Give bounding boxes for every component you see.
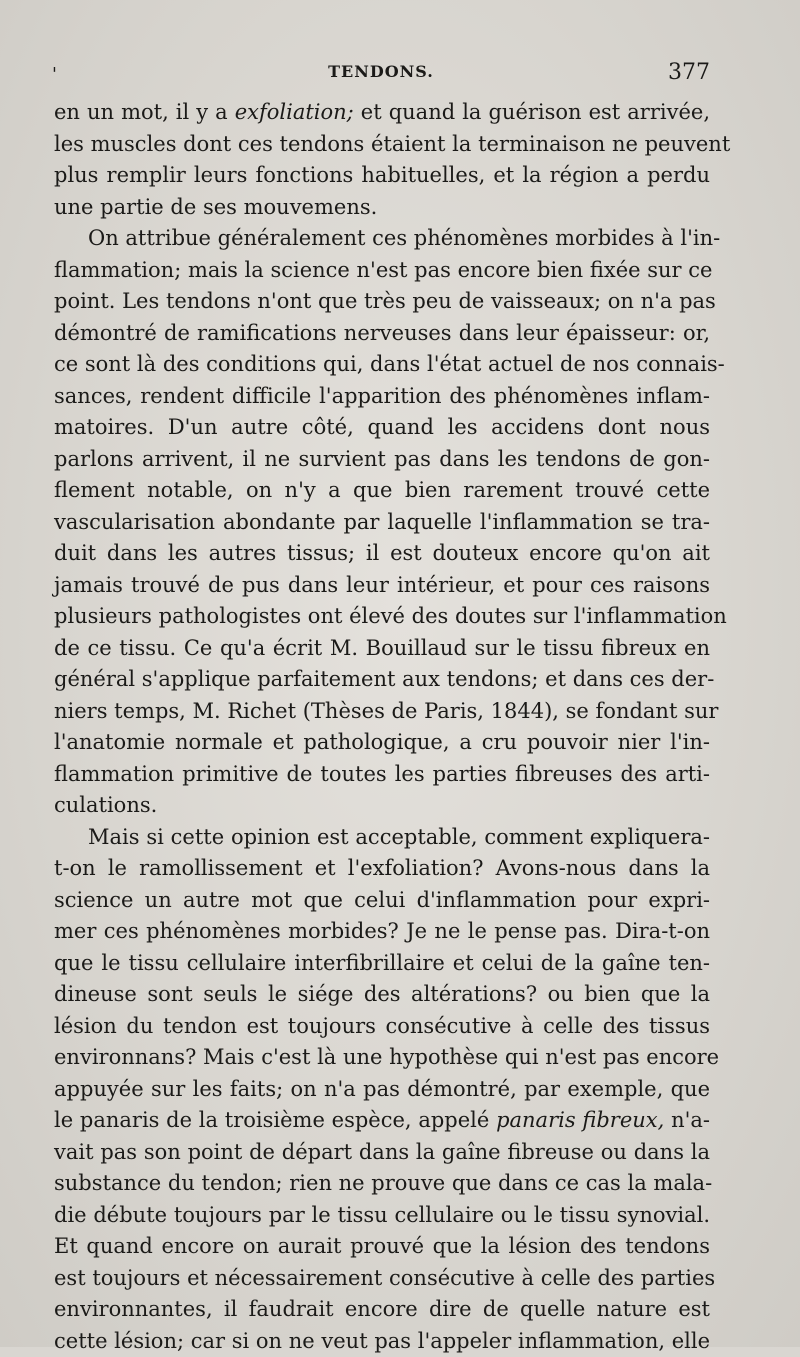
text-line xyxy=(54,633,710,665)
text-line xyxy=(54,790,710,822)
text-line xyxy=(54,696,710,728)
text-run: jamais trouvé de pus dans leur intérieur, et pour ces raisons xyxy=(54,573,710,597)
text-line xyxy=(54,570,710,602)
text-run: mer ces phénomènes morbides? Je ne le pense pas. Dira-t-on xyxy=(54,919,710,943)
text-line xyxy=(54,1294,710,1326)
text-run: est toujours et nécessairement consécutive à celle des parties xyxy=(54,1266,715,1290)
text-run: duit dans les autres tissus; il est douteux encore qu'on ait xyxy=(54,541,710,565)
text-run: dineuse sont seuls le siége des altérations? ou bien que la xyxy=(54,982,710,1006)
text-line xyxy=(54,1263,710,1295)
text-run: cette lésion; car si on ne veut pas l'appeler inflammation, elle xyxy=(54,1329,710,1353)
text-line xyxy=(54,1042,710,1074)
text-run: t-on le ramollissement et l'exfoliation? Avons-nous dans la xyxy=(54,856,710,880)
text-run: Et quand encore on aurait prouvé que la lésion des tendons xyxy=(54,1234,710,1258)
text-run: culations. xyxy=(54,793,157,817)
page-number: 377 xyxy=(668,60,710,85)
text-line xyxy=(54,664,710,696)
text-run: que le tissu cellulaire interfibrillaire et celui de la gaîne ten- xyxy=(54,951,710,975)
text-line xyxy=(54,192,710,224)
text-line xyxy=(54,349,710,381)
text-run: environnantes, il faudrait encore dire de quelle nature est xyxy=(54,1297,710,1321)
text-run: l'anatomie normale et pathologique, a cru pouvoir nier l'in- xyxy=(54,730,710,754)
text-line xyxy=(54,979,710,1011)
text-run: substance du tendon; rien ne prouve que dans ce cas la mala- xyxy=(54,1171,712,1195)
text-run: sances, rendent difficile l'apparition des phénomènes inflam- xyxy=(54,384,710,408)
text-line xyxy=(54,1074,710,1106)
body-text xyxy=(54,97,710,1357)
paragraph xyxy=(54,822,710,1357)
text-line xyxy=(54,853,710,885)
text-line xyxy=(54,1231,710,1263)
text-run: plus remplir leurs fonctions habituelles, et la région a perdu xyxy=(54,163,710,187)
text-run: lésion du tendon est toujours consécutive à celle des tissus xyxy=(54,1014,710,1038)
text-run: science un autre mot que celui d'inflammation pour expri- xyxy=(54,888,710,912)
paragraph xyxy=(54,97,710,223)
text-line xyxy=(54,129,710,161)
running-header xyxy=(52,62,710,88)
text-run: die débute toujours par le tissu cellulaire ou le tissu synovial. xyxy=(54,1203,710,1227)
text-run: parlons arrivent, il ne survient pas dans les tendons de gon- xyxy=(54,447,710,471)
italic-run: exfoliation; xyxy=(235,100,354,124)
text-run: On attribue généralement ces phénomènes morbides à l'in- xyxy=(88,226,720,250)
text-run: vait pas son point de départ dans la gaîne fibreuse ou dans la xyxy=(54,1140,710,1164)
text-line xyxy=(54,916,710,948)
text-run: le panaris de la troisième espèce, appelé xyxy=(54,1108,496,1132)
text-run: point. Les tendons n'ont que très peu de vaisseaux; on n'a pas xyxy=(54,289,716,313)
running-title: TENDONS. xyxy=(52,62,710,81)
text-line xyxy=(54,223,710,255)
text-run: n'a- xyxy=(664,1108,710,1132)
text-line xyxy=(54,1168,710,1200)
text-run: niers temps, M. Richet (Thèses de Paris, 1844), se fondant sur xyxy=(54,699,718,723)
text-line xyxy=(54,601,710,633)
text-run: matoires. D'un autre côté, quand les accidens dont nous xyxy=(54,415,710,439)
text-line xyxy=(54,885,710,917)
text-line xyxy=(54,727,710,759)
text-line xyxy=(54,381,710,413)
text-line xyxy=(54,475,710,507)
text-line xyxy=(54,255,710,287)
text-run: démontré de ramifications nerveuses dans leur épaisseur: or, xyxy=(54,321,710,345)
text-run: de ce tissu. Ce qu'a écrit M. Bouillaud sur le tissu fibreux en xyxy=(54,636,710,660)
margin-mark: ' xyxy=(52,64,57,85)
text-line xyxy=(54,538,710,570)
paragraph xyxy=(54,223,710,822)
text-run: général s'applique parfaitement aux tendons; et dans ces der- xyxy=(54,667,714,691)
text-run: flammation; mais la science n'est pas encore bien fixée sur ce xyxy=(54,258,712,282)
text-line xyxy=(54,759,710,791)
text-line xyxy=(54,160,710,192)
text-line xyxy=(54,1326,710,1357)
text-line xyxy=(54,507,710,539)
text-run: vascularisation abondante par laquelle l'inflammation se tra- xyxy=(54,510,710,534)
text-line xyxy=(54,286,710,318)
text-run: Mais si cette opinion est acceptable, comment expliquera- xyxy=(88,825,710,849)
text-run: en un mot, il y a xyxy=(54,100,235,124)
text-run: appuyée sur les faits; on n'a pas démontré, par exemple, que xyxy=(54,1077,710,1101)
text-line xyxy=(54,1105,710,1137)
text-run: environnans? Mais c'est là une hypothèse qui n'est pas encore xyxy=(54,1045,719,1069)
text-run: ce sont là des conditions qui, dans l'état actuel de nos connais- xyxy=(54,352,725,376)
text-run: flammation primitive de toutes les parties fibreuses des arti- xyxy=(54,762,710,786)
text-line xyxy=(54,97,710,129)
text-line xyxy=(54,1200,710,1232)
italic-run: panaris fibreux, xyxy=(496,1108,664,1132)
text-line xyxy=(54,318,710,350)
text-line xyxy=(54,412,710,444)
text-line xyxy=(54,1011,710,1043)
text-line xyxy=(54,1137,710,1169)
text-run: les muscles dont ces tendons étaient la terminaison ne peuvent xyxy=(54,132,730,156)
text-run: et quand la guérison est arrivée, xyxy=(354,100,710,124)
text-run: plusieurs pathologistes ont élevé des doutes sur l'inflammation xyxy=(54,604,727,628)
text-run: flement notable, on n'y a que bien rarement trouvé cette xyxy=(54,478,710,502)
text-line xyxy=(54,444,710,476)
text-line xyxy=(54,948,710,980)
text-run: une partie de ses mouvemens. xyxy=(54,195,377,219)
text-line xyxy=(54,822,710,854)
